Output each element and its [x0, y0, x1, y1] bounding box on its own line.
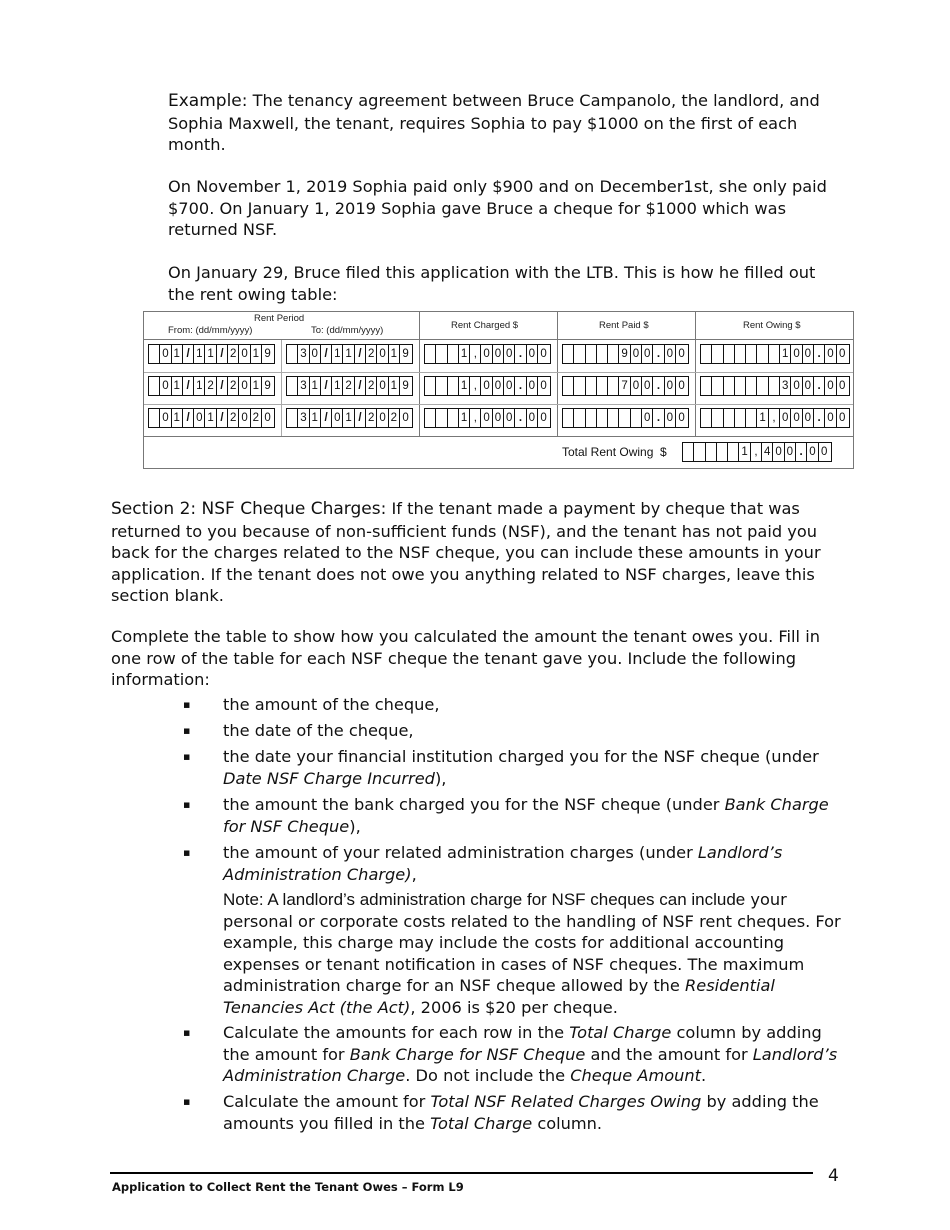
digit-box: 1: [389, 377, 400, 395]
digit-box: 9: [402, 380, 409, 392]
bullet-text: column by adding the amount for: [223, 1023, 822, 1064]
digit-box: [425, 409, 436, 427]
digit-box: [425, 345, 436, 363]
row-divider: [144, 372, 853, 373]
digit-box: 0: [631, 345, 642, 363]
rent-paid-field[interactable]: [562, 376, 689, 396]
section-2-instructions: Complete the table to show how you calculated the amount the tenant owes you. Fill in one row of the table for each NSF cheque the tenant gave you. Include the following information:: [111, 627, 820, 689]
total-rent-owing-field[interactable]: [682, 442, 832, 462]
digit-box: 1: [194, 345, 205, 363]
digit-box: 3: [298, 377, 309, 395]
digit-box: /: [321, 345, 332, 363]
bullet-nsf-charge-date: [223, 746, 843, 789]
digit-box: 2: [228, 409, 239, 427]
digit-box: [436, 377, 447, 395]
col-divider: [281, 340, 282, 437]
digit-box: /: [355, 409, 366, 427]
bullet-admin-charge: [223, 842, 843, 885]
bullet-emphasis: Total NSF Related Charges Owing: [430, 1092, 702, 1111]
digit-box: 0: [160, 377, 171, 395]
digit-box: ,: [470, 409, 481, 427]
digit-box: 0: [481, 345, 492, 363]
digit-box: 0: [377, 377, 388, 395]
digit-box: [746, 409, 757, 427]
rent-charged-field[interactable]: [424, 344, 551, 364]
bullet-marker: ▪: [183, 798, 191, 811]
digit-box: 1: [194, 377, 205, 395]
digit-box: 2: [366, 345, 377, 363]
example-paragraph-3: On January 29, Bruce filed this application with the LTB. This is how he filled out the rent owing table:: [168, 263, 816, 304]
digit-box: [448, 409, 459, 427]
digit-box: 0: [803, 377, 814, 395]
digit-box: 2: [366, 377, 377, 395]
digit-box: .: [515, 345, 526, 363]
digit-box: 0: [678, 412, 685, 424]
digit-box: 0: [642, 409, 653, 427]
digit-box: [586, 377, 597, 395]
digit-box: [608, 377, 619, 395]
bullet-text: Calculate the amounts for each row in the: [223, 1023, 570, 1042]
digit-box: .: [515, 377, 526, 395]
digit-box: [287, 377, 298, 395]
digit-box: 0: [780, 409, 791, 427]
rent-owing-field[interactable]: [700, 376, 850, 396]
digit-box: 9: [264, 380, 271, 392]
header-rent-charged: Rent Charged $: [451, 320, 519, 331]
digit-box: 1: [251, 345, 262, 363]
digit-box: [728, 443, 739, 461]
digit-box: [757, 345, 768, 363]
admin-charge-note: [223, 889, 843, 1018]
digit-box: 0: [527, 377, 538, 395]
digit-box: 0: [665, 345, 676, 363]
digit-box: 0: [665, 377, 676, 395]
digit-box: ,: [769, 409, 780, 427]
digit-box: /: [183, 409, 194, 427]
digit-box: 0: [642, 345, 653, 363]
section-2-heading: Section 2: NSF Cheque Charges:: [111, 499, 387, 519]
digit-box: 0: [239, 345, 250, 363]
digit-box: 0: [377, 345, 388, 363]
digit-box: 0: [803, 345, 814, 363]
bullet-text: by adding the amounts you filled in the: [223, 1092, 819, 1133]
digit-box: 2: [228, 377, 239, 395]
digit-box: [735, 345, 746, 363]
bullet-text: Calculate the amount for: [223, 1092, 431, 1111]
digit-box: 0: [773, 443, 784, 461]
digit-box: 0: [839, 380, 846, 392]
digit-box: 1: [310, 409, 321, 427]
digit-box: [563, 377, 574, 395]
digit-box: .: [653, 377, 664, 395]
note-lead: Note: A landlord’s administration charge for NSF cheques can include: [223, 890, 746, 909]
digit-box: 0: [839, 412, 846, 424]
digit-box: .: [814, 377, 825, 395]
bullet-marker: ▪: [183, 750, 191, 763]
bullet-emphasis: Landlord’s Administration Charge: [223, 1044, 838, 1085]
bullet-cheque-date: the date of the cheque,: [223, 721, 414, 740]
digit-box: [574, 377, 585, 395]
bullet-text: ),: [349, 816, 361, 836]
digit-box: [287, 345, 298, 363]
digit-box: ,: [470, 377, 481, 395]
digit-box: 0: [493, 377, 504, 395]
digit-box: [735, 409, 746, 427]
digit-box: .: [814, 409, 825, 427]
digit-box: [706, 443, 717, 461]
header-rent-owing: Rent Owing $: [743, 320, 801, 331]
digit-box: 7: [619, 377, 630, 395]
digit-box: 1: [310, 377, 321, 395]
rent-from-field[interactable]: [148, 408, 275, 428]
digit-box: [717, 443, 728, 461]
digit-box: 2: [228, 345, 239, 363]
note-text: your personal or corporate costs related to the handling of NSF rent cheques. For example, this charge may include the costs for additional accounting expenses or tenant notification in cases of NSF cheques. The maximum administration charge for an NSF cheque allowed by the: [223, 890, 841, 995]
digit-box: ,: [751, 443, 762, 461]
digit-box: 0: [665, 409, 676, 427]
note-emphasis: Residential Tenancies Act (the Act): [223, 976, 775, 1017]
digit-box: 0: [239, 409, 250, 427]
footer-form-title: Application to Collect Rent the Tenant Owes – Form L9: [112, 1180, 464, 1194]
digit-box: 1: [389, 345, 400, 363]
digit-box: 1: [332, 345, 343, 363]
digit-box: [149, 345, 160, 363]
rent-to-field[interactable]: [286, 344, 413, 364]
digit-box: 1: [172, 345, 183, 363]
total-rent-owing-label: Total Rent Owing $: [562, 445, 667, 459]
col-divider: [419, 312, 420, 437]
row-divider: [144, 404, 853, 405]
digit-box: 1: [172, 377, 183, 395]
footer-rule: [110, 1172, 813, 1174]
digit-box: 0: [527, 345, 538, 363]
digit-box: [757, 377, 768, 395]
digit-box: [631, 409, 642, 427]
digit-box: [597, 377, 608, 395]
digit-box: /: [183, 377, 194, 395]
digit-box: 0: [825, 345, 836, 363]
digit-box: 0: [264, 412, 271, 424]
digit-box: 1: [780, 345, 791, 363]
digit-box: 3: [298, 345, 309, 363]
digit-box: 1: [757, 409, 768, 427]
digit-box: [448, 345, 459, 363]
digit-box: 2: [205, 377, 216, 395]
bullet-text: .: [701, 1066, 707, 1085]
digit-box: 1: [332, 377, 343, 395]
digit-box: 9: [402, 348, 409, 360]
section-2-text: If the tenant made a payment by cheque that was returned to you because of non-sufficient funds (NSF), and the tenant has not paid you back for the charges related to the NSF cheque, you can include these amounts in your application. If the tenant does not owe you anything related to NSF charges, leave this section blank.: [111, 499, 821, 605]
digit-box: [724, 377, 735, 395]
rent-from-field[interactable]: [148, 376, 275, 396]
digit-box: [436, 345, 447, 363]
rent-owing-field[interactable]: [700, 344, 850, 364]
digit-box: 0: [504, 345, 515, 363]
section-2-paragraph: [111, 498, 846, 607]
digit-box: [149, 409, 160, 427]
digit-box: 0: [239, 377, 250, 395]
digit-box: [425, 377, 436, 395]
digit-box: 0: [310, 345, 321, 363]
digit-box: 1: [205, 409, 216, 427]
digit-box: [563, 409, 574, 427]
digit-box: 0: [791, 409, 802, 427]
digit-box: [436, 409, 447, 427]
digit-box: 4: [762, 443, 773, 461]
digit-box: 0: [504, 409, 515, 427]
digit-box: 1: [459, 345, 470, 363]
digit-box: 9: [619, 345, 630, 363]
bullet-text: . Do not include the: [405, 1066, 571, 1085]
digit-box: 2: [366, 409, 377, 427]
bullet-text: the amount of your related administration charges (under: [223, 843, 698, 862]
digit-box: /: [183, 345, 194, 363]
digit-box: [608, 345, 619, 363]
digit-box: .: [796, 443, 807, 461]
digit-box: [694, 443, 705, 461]
digit-box: 0: [825, 409, 836, 427]
digit-box: [769, 377, 780, 395]
digit-box: 0: [807, 443, 818, 461]
digit-box: [746, 345, 757, 363]
bullet-text: column.: [532, 1113, 603, 1133]
example-paragraph-2: On November 1, 2019 Sophia paid only $900 and on December1st, she only paid $700. On January 1, 2019 Sophia gave Bruce a cheque for $1000 which was returned NSF.: [168, 177, 827, 239]
digit-box: [701, 345, 712, 363]
digit-box: [619, 409, 630, 427]
digit-box: 0: [791, 345, 802, 363]
digit-box: 0: [527, 409, 538, 427]
digit-box: 0: [481, 409, 492, 427]
digit-box: 0: [540, 380, 547, 392]
digit-box: 0: [803, 409, 814, 427]
rent-charged-field[interactable]: [424, 408, 551, 428]
digit-box: 0: [631, 377, 642, 395]
bullet-marker: ▪: [183, 1026, 191, 1039]
digit-box: 1: [343, 345, 354, 363]
digit-box: 0: [642, 377, 653, 395]
digit-box: [287, 409, 298, 427]
digit-box: 0: [377, 409, 388, 427]
digit-box: 0: [194, 409, 205, 427]
digit-box: [574, 409, 585, 427]
digit-box: [746, 377, 757, 395]
header-from: From: (dd/mm/yyyy): [168, 325, 253, 336]
header-to: To: (dd/mm/yyyy): [311, 325, 384, 336]
digit-box: [769, 345, 780, 363]
digit-box: 0: [160, 409, 171, 427]
note-text: , 2006 is $20 per cheque.: [410, 997, 618, 1017]
digit-box: /: [355, 345, 366, 363]
digit-box: 9: [264, 348, 271, 360]
digit-box: 3: [780, 377, 791, 395]
digit-box: 0: [791, 377, 802, 395]
bullet-text: ,: [411, 864, 417, 884]
digit-box: 2: [389, 409, 400, 427]
digit-box: /: [321, 409, 332, 427]
bullet-marker: ▪: [183, 724, 191, 737]
digit-box: 1: [459, 377, 470, 395]
rent-to-field[interactable]: [286, 408, 413, 428]
bullet-text: the date your financial institution charged you for the NSF cheque (under: [223, 747, 819, 766]
row-divider: [144, 436, 853, 437]
col-divider: [557, 312, 558, 437]
bullet-emphasis: Cheque Amount: [570, 1066, 702, 1085]
digit-box: 0: [160, 345, 171, 363]
digit-box: 0: [678, 348, 685, 360]
digit-box: 0: [540, 348, 547, 360]
bullet-cheque-amount: the amount of the cheque,: [223, 695, 440, 714]
bullet-bank-charge: [223, 794, 843, 837]
rent-owing-table: [143, 311, 854, 469]
digit-box: 0: [540, 412, 547, 424]
col-divider: [695, 312, 696, 437]
digit-box: [608, 409, 619, 427]
example-text: The tenancy agreement between Bruce Campanolo, the landlord, and Sophia Maxwell, the tenant, requires Sophia to pay $1000 on the first of each month.: [168, 91, 820, 154]
digit-box: /: [217, 345, 228, 363]
digit-box: 0: [481, 377, 492, 395]
digit-box: /: [217, 377, 228, 395]
digit-box: [724, 345, 735, 363]
digit-box: [586, 409, 597, 427]
digit-box: [701, 377, 712, 395]
example-paragraph-1: [168, 90, 838, 156]
digit-box: 0: [493, 345, 504, 363]
header-rent-paid: Rent Paid $: [599, 320, 649, 331]
digit-box: 0: [821, 446, 828, 458]
digit-box: [712, 377, 723, 395]
digit-box: 0: [678, 380, 685, 392]
digit-box: 1: [251, 377, 262, 395]
bullet-text: ),: [434, 768, 447, 788]
digit-box: 0: [504, 377, 515, 395]
digit-box: 1: [343, 409, 354, 427]
digit-box: 0: [493, 409, 504, 427]
digit-box: /: [355, 377, 366, 395]
bullet-emphasis: Total Charge: [430, 1113, 533, 1133]
bullet-total-nsf-owing: [223, 1091, 843, 1134]
digit-box: 1: [459, 409, 470, 427]
bullet-marker: ▪: [183, 698, 191, 711]
rent-owing-field[interactable]: [700, 408, 850, 428]
page-number: 4: [828, 1166, 839, 1186]
digit-box: [735, 377, 746, 395]
digit-box: 2: [343, 377, 354, 395]
digit-box: [712, 409, 723, 427]
header-rent-period: Rent Period: [254, 313, 305, 324]
bullet-marker: ▪: [183, 846, 191, 859]
bullet-emphasis: Bank Charge for NSF Cheque: [223, 795, 829, 836]
digit-box: 0: [785, 443, 796, 461]
digit-box: [149, 377, 160, 395]
digit-box: 1: [172, 409, 183, 427]
digit-box: .: [515, 409, 526, 427]
example-lead: Example:: [168, 91, 248, 111]
digit-box: /: [321, 377, 332, 395]
digit-box: [448, 377, 459, 395]
digit-box: 1: [739, 443, 750, 461]
digit-box: 0: [839, 348, 846, 360]
digit-box: [701, 409, 712, 427]
bullet-emphasis: Landlord’s Administration Charge): [223, 843, 783, 884]
digit-box: [586, 345, 597, 363]
digit-box: .: [814, 345, 825, 363]
digit-box: 1: [205, 345, 216, 363]
rent-from-field[interactable]: [148, 344, 275, 364]
digit-box: [597, 409, 608, 427]
bullet-text: and the amount for: [585, 1044, 753, 1064]
bullet-total-charge: [223, 1022, 843, 1087]
digit-box: [574, 345, 585, 363]
digit-box: 0: [332, 409, 343, 427]
digit-box: [724, 409, 735, 427]
digit-box: [683, 443, 694, 461]
bullet-text: the amount the bank charged you for the NSF cheque (under: [223, 795, 725, 814]
rent-to-field[interactable]: [286, 376, 413, 396]
digit-box: [597, 345, 608, 363]
bullet-emphasis: Total Charge: [569, 1023, 672, 1042]
digit-box: [712, 345, 723, 363]
digit-box: .: [653, 409, 664, 427]
digit-box: ,: [470, 345, 481, 363]
rent-paid-field[interactable]: [562, 344, 689, 364]
digit-box: .: [653, 345, 664, 363]
digit-box: 3: [298, 409, 309, 427]
digit-box: 0: [402, 412, 409, 424]
digit-box: [563, 345, 574, 363]
bullet-emphasis: Date NSF Charge Incurred: [223, 768, 435, 788]
bullet-marker: ▪: [183, 1095, 191, 1108]
rent-paid-field[interactable]: [562, 408, 689, 428]
digit-box: /: [217, 409, 228, 427]
rent-charged-field[interactable]: [424, 376, 551, 396]
digit-box: 2: [251, 409, 262, 427]
digit-box: 0: [825, 377, 836, 395]
bullet-emphasis: Bank Charge for NSF Cheque: [349, 1044, 586, 1064]
